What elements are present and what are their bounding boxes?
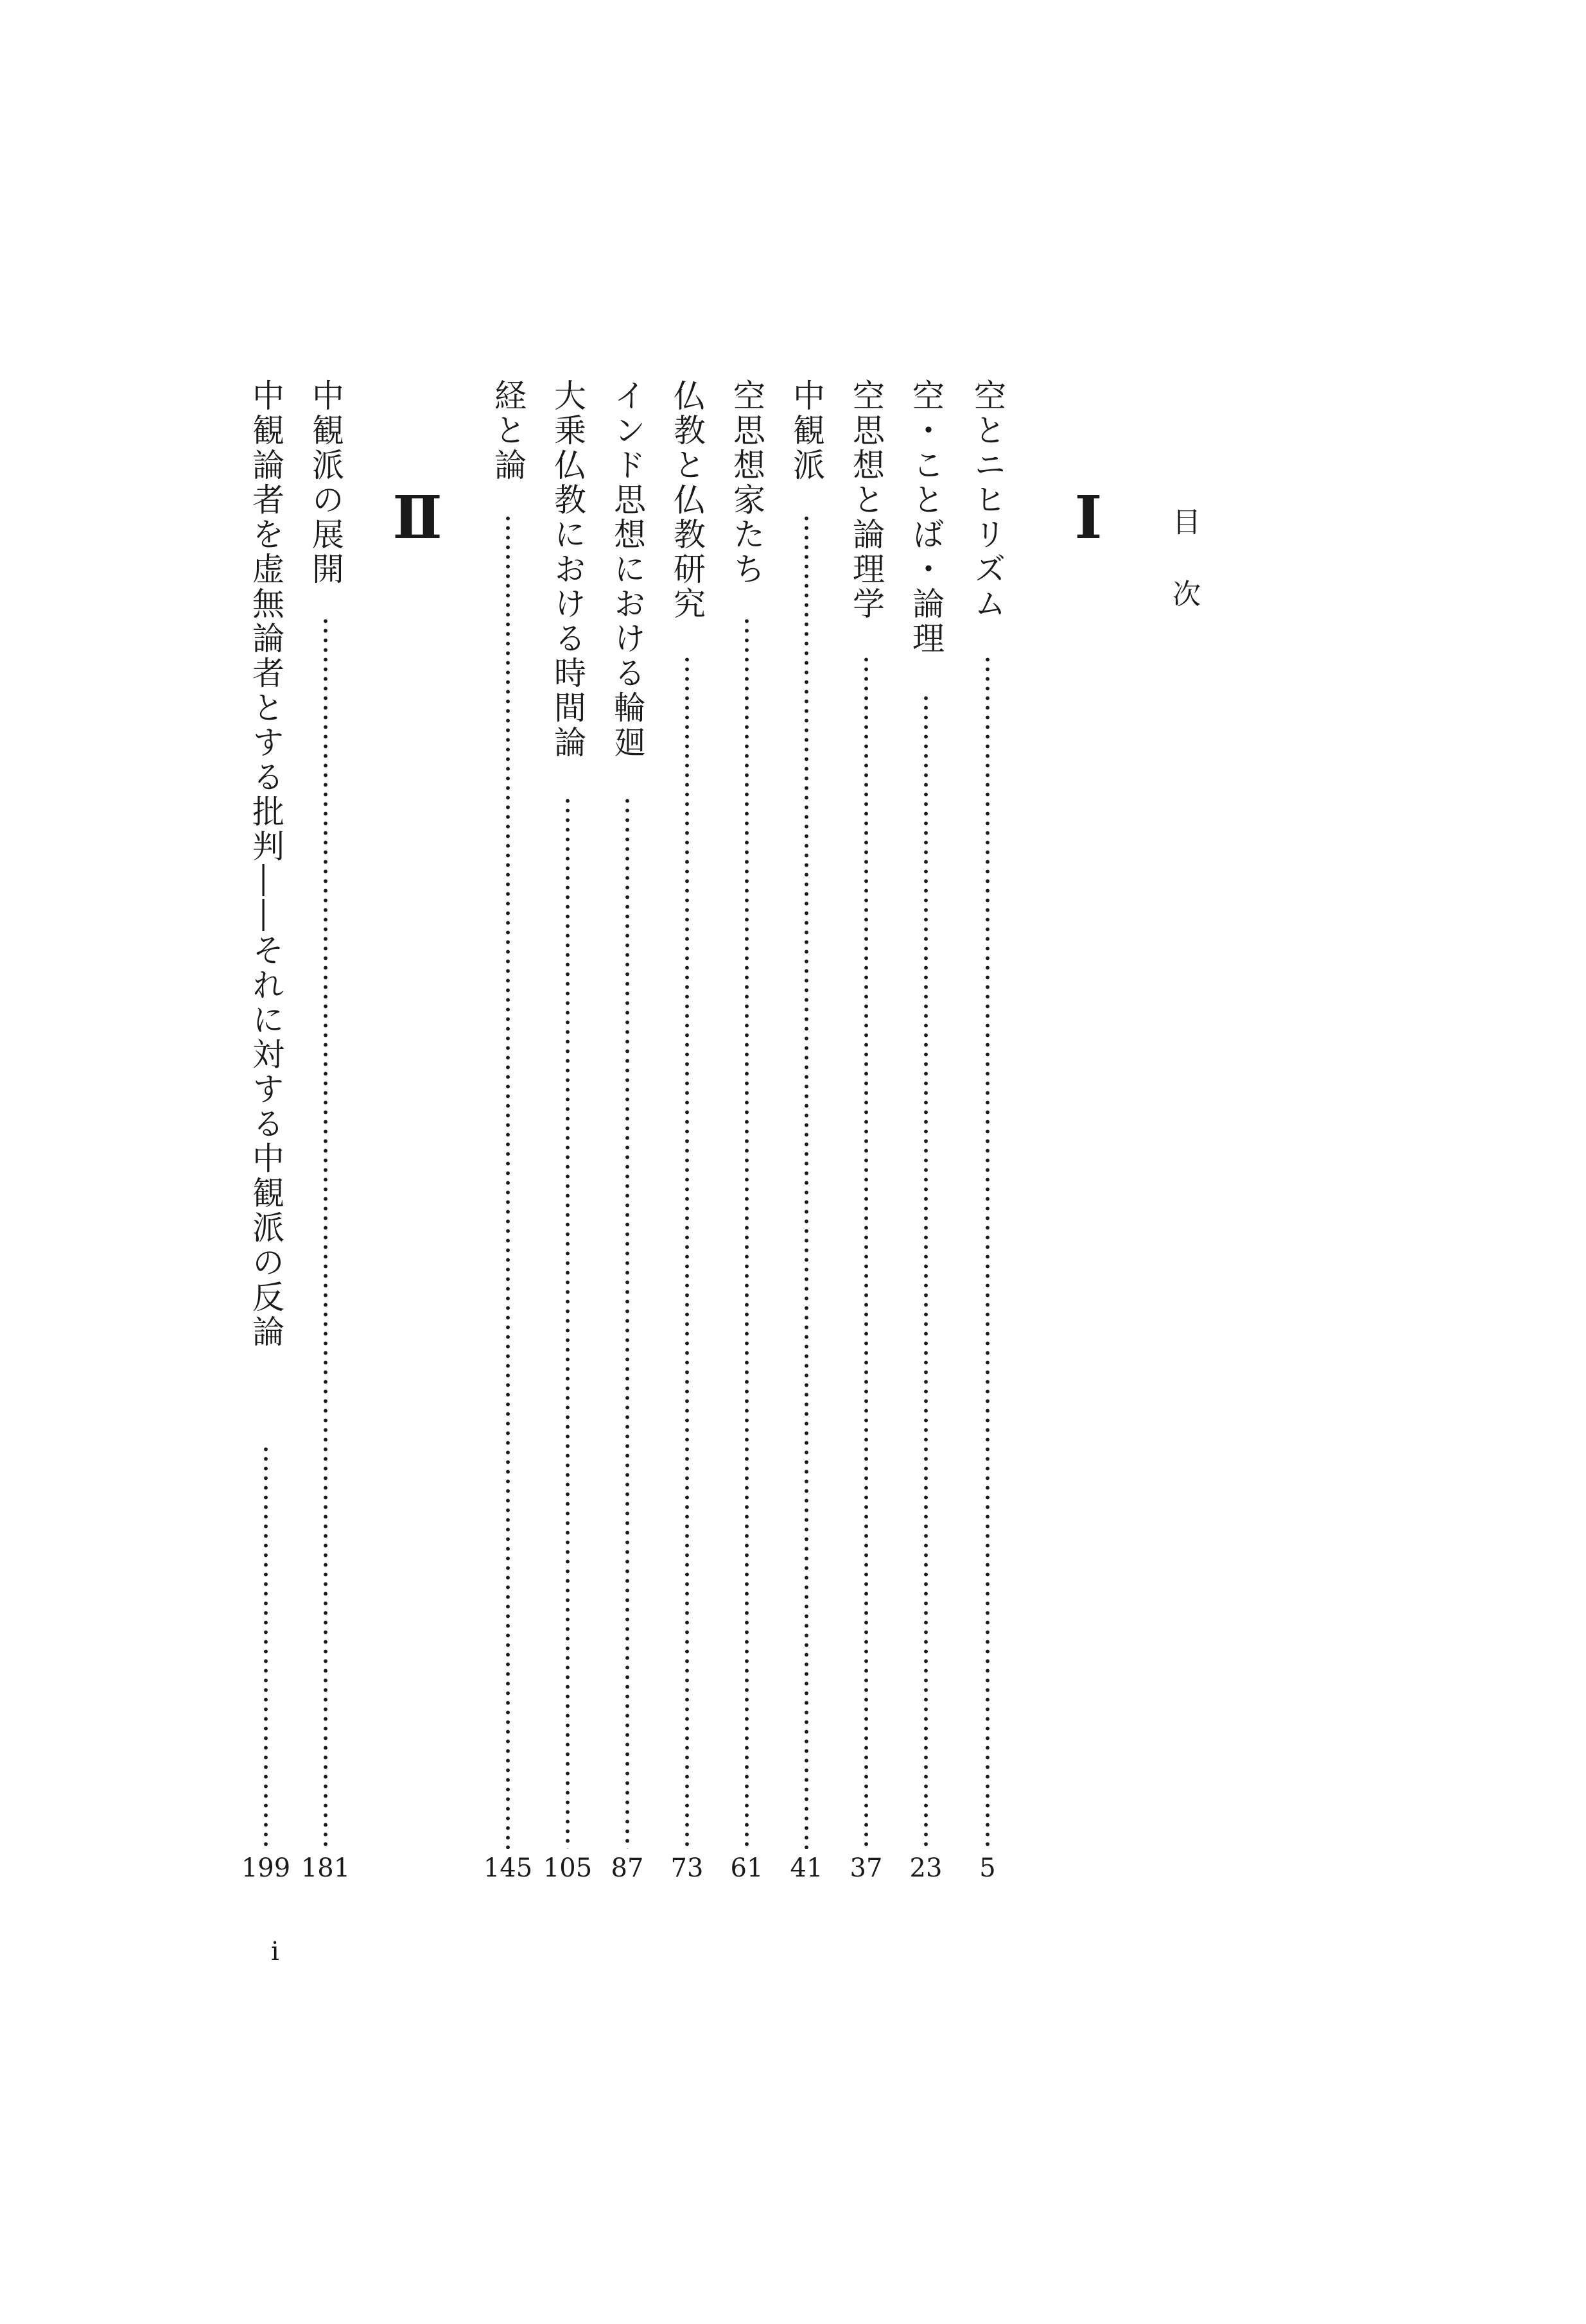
toc-entry-page: 105 [543,1853,593,1883]
toc-entry-10[interactable] [305,379,346,1849]
dot-leader [625,796,630,1849]
part-1-numeral: Ⅰ [1074,483,1102,552]
dot-leader [864,655,869,1849]
dot-leader [923,693,928,1849]
toc-entry-page: 23 [909,1853,943,1883]
toc-entry-page: 5 [979,1853,996,1883]
toc-entry-title: 仏教と仏教研究 [668,379,706,621]
toc-entry-page: 73 [670,1853,704,1883]
toc-entry-page: 199 [241,1853,291,1883]
toc-entry-4[interactable] [786,379,827,1849]
toc-entry-title: 中観派 [788,379,825,483]
dot-leader [565,796,570,1849]
toc-entry-6[interactable] [667,379,708,1849]
toc-entry-page: 41 [790,1853,823,1883]
toc-entry-title: 空・ことば・論理 [907,379,945,656]
toc-entry-8[interactable] [547,379,588,1849]
toc-entry-page: 61 [730,1853,763,1883]
dot-leader [263,1444,268,1849]
toc-entry-title: 経と論 [489,379,527,483]
toc-entry-title: 中観論者を虚無論者とする批判――それに対する中観派の反論 [247,379,284,1349]
toc-entry-2[interactable] [905,379,946,1849]
toc-entry-page: 87 [611,1853,644,1883]
toc-entry-title: 空思想と論理学 [848,379,885,621]
toc-entry-9[interactable] [487,379,528,1849]
toc-entry-page: 181 [301,1853,351,1883]
dot-leader [323,616,328,1849]
toc-entry-1[interactable] [967,379,1008,1849]
toc-entry-page: 145 [483,1853,533,1883]
toc-entry-3[interactable] [846,379,887,1849]
toc-entry-title: 大乗仏教における時間論 [549,379,586,760]
dot-leader [684,655,690,1849]
toc-entry-title: 中観派の展開 [307,379,344,587]
part-2-numeral: Ⅱ [392,483,442,552]
toc-entry-page: 37 [850,1853,883,1883]
dot-leader [505,514,510,1849]
toc-entry-5[interactable] [726,379,767,1849]
dot-leader [744,616,749,1849]
page-folio: i [271,1937,279,1966]
dot-leader [804,514,809,1849]
toc-entry-7[interactable] [607,379,648,1849]
toc-heading: 目次 [1167,507,1200,651]
toc-entry-title: インド思想における輪廻 [609,379,646,760]
dot-leader [985,655,990,1849]
toc-entry-title: 空思想家たち [728,379,765,587]
toc-entry-11[interactable] [245,379,286,1849]
toc-entry-title: 空とニヒリズム [969,379,1006,621]
